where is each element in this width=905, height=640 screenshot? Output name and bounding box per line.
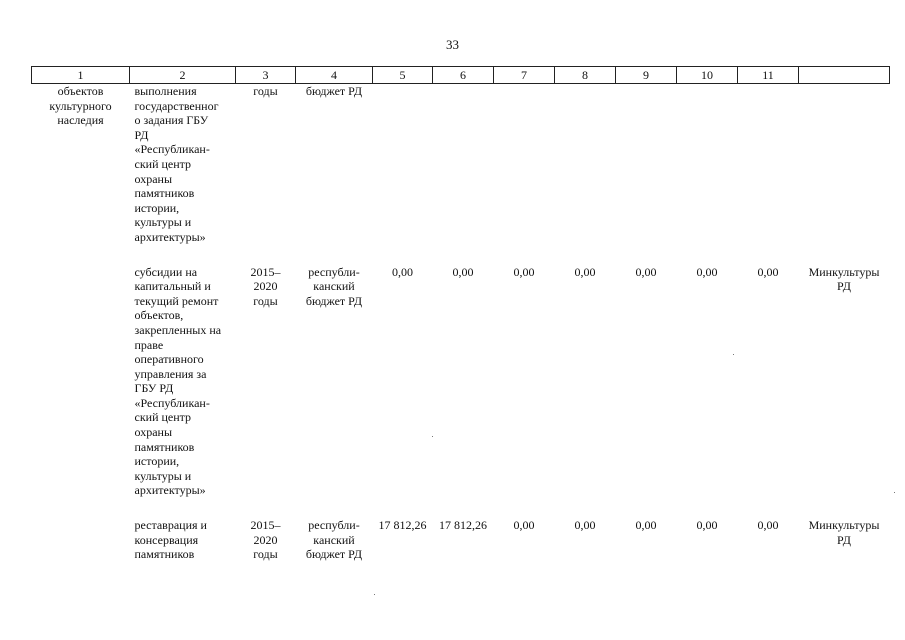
cell-activity-line: консервация: [134, 532, 199, 547]
row-spacer: [32, 245, 890, 265]
cell-value-col-9: 0,00: [635, 264, 657, 279]
cell-value-col-8: 0,00: [574, 264, 596, 279]
column-header-3: 3: [236, 67, 296, 84]
cell-period: [236, 518, 296, 562]
cell-period-line: годы: [253, 84, 278, 98]
cell-activity-line: памятников: [134, 439, 195, 454]
cell-activity-line: о задания ГБУ: [134, 113, 209, 128]
cell-activity-line: «Республикан-: [134, 395, 210, 410]
column-header-2: 2: [130, 67, 236, 84]
cell-activity-line: текущий ремонт: [134, 293, 219, 308]
cell-value-col-10: 0,00: [696, 518, 718, 533]
cell-activity-line: праве: [134, 337, 164, 352]
table-row: [32, 265, 890, 499]
table-body: [32, 84, 890, 562]
cell-activity-line: оперативного: [134, 352, 204, 367]
cell-value-col-11: [738, 84, 799, 245]
cell-value-col-11: 0,00: [757, 518, 779, 533]
cell-value-col-7: [494, 84, 555, 245]
table-row: [32, 84, 890, 245]
cell-responsible-line: РД: [837, 532, 851, 547]
cell-value-col-7: 0,00: [513, 264, 535, 279]
column-header-4: 4: [296, 67, 373, 84]
cell-funding-source-line: бюджет РД: [305, 84, 363, 98]
cell-activity: [130, 84, 236, 245]
cell-funding-source-line: канский: [313, 532, 355, 547]
cell-value-col-10: 0,00: [696, 264, 718, 279]
column-number-row: [32, 67, 890, 84]
cell-funding-source-line: бюджет РД: [305, 293, 363, 308]
table-row: [32, 518, 890, 562]
cell-period: [236, 265, 296, 499]
column-header-9: 9: [616, 67, 677, 84]
cell-activity-line: ский центр: [134, 156, 192, 171]
cell-period: [236, 84, 296, 245]
cell-activity-line: архитектуры»: [134, 483, 206, 498]
cell-activity: [130, 518, 236, 562]
cell-funding-source: [296, 84, 373, 245]
column-header-10: 10: [677, 67, 738, 84]
cell-funding-source: [296, 518, 373, 562]
cell-funding-source-line: бюджет РД: [305, 547, 363, 562]
cell-responsible: [799, 518, 890, 562]
cell-value-col-9: 0,00: [635, 518, 657, 533]
cell-activity-line: государственног: [134, 98, 219, 113]
cell-activity-line: объектов,: [134, 308, 184, 323]
cell-funding-source-line: республи-: [308, 518, 360, 533]
cell-activity-line: ГБУ РД: [134, 381, 174, 396]
column-header-12: [799, 67, 890, 84]
cell-responsible-line: Минкультуры: [808, 518, 880, 533]
cell-responsible: [799, 84, 890, 245]
cell-activity-line: РД: [134, 127, 149, 142]
cell-activity: [130, 265, 236, 499]
cell-activity-line: памятников: [134, 186, 195, 201]
cell-activity-line: культуры и: [134, 215, 192, 230]
cell-value-col-7: 0,00: [513, 518, 535, 533]
column-header-8: 8: [555, 67, 616, 84]
scan-speck: [432, 436, 433, 437]
cell-value-col-6: 0,00: [452, 264, 474, 279]
cell-activity-line: управления за: [134, 366, 207, 381]
column-header-6: 6: [433, 67, 494, 84]
page-number: 33: [446, 37, 459, 52]
cell-value-col-5: [373, 84, 433, 245]
cell-value-col-8: [555, 84, 616, 245]
cell-activity-line: архитектуры»: [134, 229, 206, 244]
cell-activity-line: выполнения: [134, 84, 197, 98]
scan-speck: [894, 492, 895, 493]
cell-responsible-line: РД: [837, 279, 851, 294]
cell-value-col-6: [433, 84, 494, 245]
cell-object-category: [32, 265, 130, 499]
cell-value-col-10: [677, 84, 738, 245]
cell-funding-source-line: канский: [313, 279, 355, 294]
cell-value-col-5: 0,00: [392, 264, 413, 279]
scan-speck: [733, 354, 734, 355]
row-spacer: [32, 498, 890, 518]
cell-activity-line: охраны: [134, 425, 173, 440]
cell-object-category-line: наследия: [57, 113, 104, 128]
cell-activity-line: ский центр: [134, 410, 192, 425]
cell-activity-line: реставрация и: [134, 518, 207, 533]
cell-object-category-line: культурного: [49, 98, 112, 113]
cell-value-col-11: 0,00: [757, 264, 779, 279]
cell-object-category: [32, 84, 130, 245]
cell-period-line: годы: [253, 547, 278, 562]
cell-activity-line: охраны: [134, 171, 173, 186]
budget-table: [31, 66, 890, 562]
cell-object-category: [32, 518, 130, 562]
cell-period-line: 2020: [253, 532, 278, 547]
cell-activity-line: закрепленных на: [134, 322, 222, 337]
cell-activity-line: «Республикан-: [134, 142, 210, 157]
column-header-11: 11: [738, 67, 799, 84]
scan-speck: [374, 594, 375, 595]
cell-period-line: годы: [253, 293, 278, 308]
cell-activity-line: субсидии на: [134, 264, 198, 279]
cell-value-col-9: [616, 84, 677, 245]
cell-object-category-line: объектов: [57, 84, 104, 98]
cell-activity-line: истории,: [134, 454, 180, 469]
column-header-7: 7: [494, 67, 555, 84]
cell-activity-line: истории,: [134, 200, 180, 215]
row-spacer-cell: [32, 245, 890, 265]
row-spacer-cell: [32, 498, 890, 518]
cell-value-col-8: 0,00: [574, 518, 596, 533]
column-header-1: 1: [32, 67, 130, 84]
cell-responsible-line: Минкультуры: [808, 264, 880, 279]
cell-responsible: [799, 265, 890, 499]
cell-activity-line: культуры и: [134, 468, 192, 483]
cell-period-line: 2020: [253, 279, 278, 294]
cell-value-col-5: 17 812,26: [378, 518, 427, 533]
column-header-5: 5: [373, 67, 433, 84]
cell-funding-source-line: республи-: [308, 264, 360, 279]
cell-activity-line: памятников: [134, 547, 195, 562]
cell-funding-source: [296, 265, 373, 499]
cell-activity-line: капитальный и: [134, 279, 211, 294]
cell-period-line: 2015–: [250, 518, 281, 533]
cell-period-line: 2015–: [250, 264, 281, 279]
cell-value-col-6: 17 812,26: [439, 518, 487, 533]
